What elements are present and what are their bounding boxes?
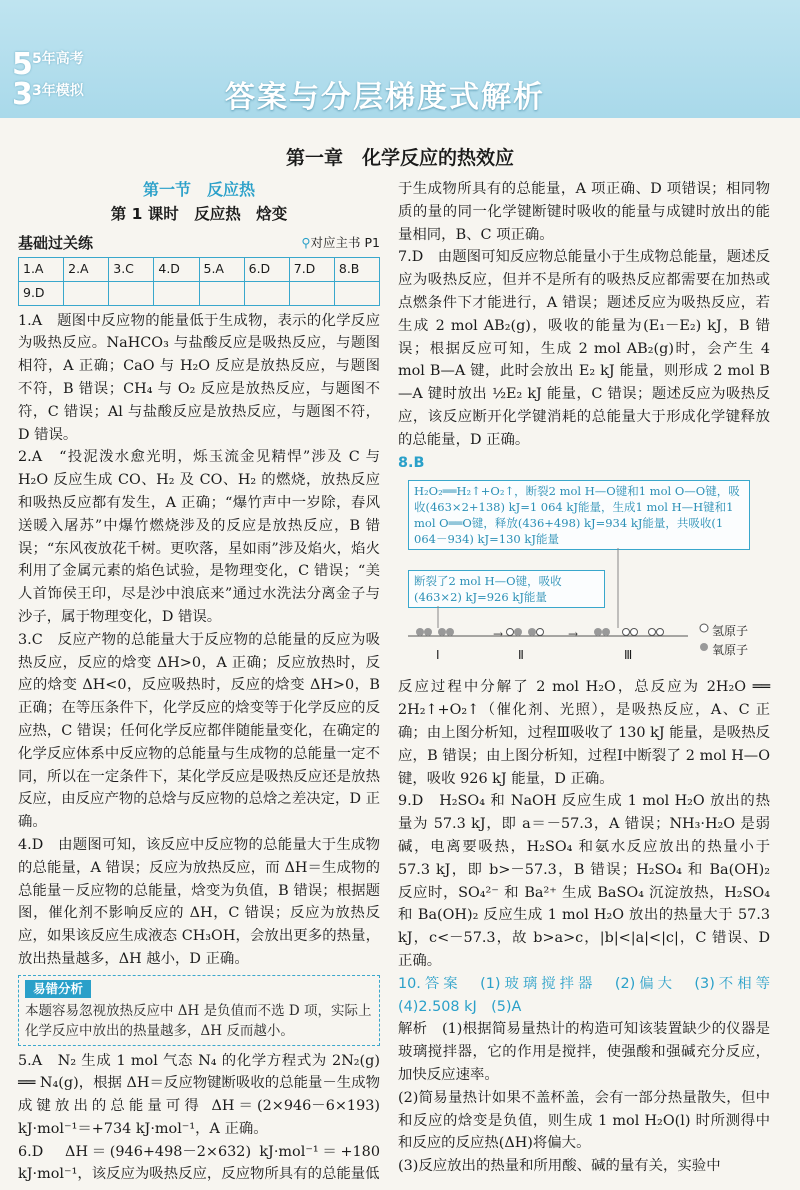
- brand-line1: 5年高考: [32, 51, 84, 67]
- stage-label-iii: Ⅲ: [624, 648, 633, 663]
- pass-label: 基础过关练: [18, 233, 94, 252]
- answer-q5: 5.A N₂ 生成 1 mol 气态 N₄ 的化学方程式为 2N₂(g) ══ N₄(g)，根据 ΔH＝反应物键断吸收的总能量－生成物成键放出的总能量可得 ΔH＝(2×946－6×193) kJ·mol⁻¹＝+734 kJ·mol⁻¹，A 正确。: [18, 1052, 380, 1137]
- answer-q7: 7.D 由题图可知反应物总能量小于生成物总能量，题述反应为吸热反应，但并不是所有的吸热反应都需要在加热或点燃条件下才能进行，A 错误；题述反应为吸热反应，若生成 2 mol AB₂(g)，吸收的能量为(E₁－E₂) kJ，B 错误；根据反应可知，生成 2 mol AB₂(g)时，会产生 4 mol B—A 键，此时会放出 E₂ kJ 能量，则形成 2 mol B—A 键时放出 ½E₂ kJ 能量，C 错误；题述反应为吸热反应，该反应断开化学键消耗的总能量大于形成化学键释放的总能量，D 正确。: [398, 249, 770, 448]
- pass-ref: ⚲对应主书 P1: [301, 234, 380, 250]
- answer-q4: 4.D 由题图可知，该反应中反应物的总能量大于生成物的总能量，A 错误；反应为放热反应，而 ΔH＝生成物的总能量－反应物的总能量，焓变为负值，B 错误；根据题图，催化剂不影响反应的 ΔH，C 错误；反应为放热反应，如果该反应生成液态 CH₃OH，会放出更多的热量，放出热量越多，ΔH 越小，D 正确。: [18, 836, 380, 967]
- legend-oxygen: 氧原子: [712, 643, 749, 658]
- hydrogen-legend-icon: [700, 624, 708, 632]
- answer-cell: [199, 281, 244, 305]
- svg-text:→: →: [568, 627, 579, 642]
- error-analysis-text: 本题容易忽视放热反应中 ΔH 是负值而不选 D 项，实际上化学反应中放出的热量越多，ΔH 反而越小。: [25, 1002, 372, 1039]
- section-title: 第一节 反应热: [142, 180, 255, 199]
- reaction-diagram: [398, 478, 770, 674]
- pass-header: [18, 232, 380, 254]
- answer-cell: [289, 281, 334, 305]
- answer-q10-part3: (3)反应放出的热量和所用酸、碱的量有关，实验中: [398, 1158, 721, 1175]
- answer-q1: 1.A 题图中反应物的能量低于生成物，表示的化学反应为吸热反应。NaHCO₃ 与盐酸反应是吸热反应，与题图相符，A 正确；CaO 与 H₂O 反应是放热反应，与题图不符，B 错误；CH₄ 与 O₂ 反应是放热反应，与题图不符，C 错误；Al 与盐酸反应是放热反应，与题图不符，D 错误。: [18, 312, 380, 443]
- error-analysis-title: 易错分析: [25, 980, 91, 998]
- chapter-title: 第一章 化学反应的热效应: [285, 147, 514, 169]
- answer-cell: 8.B: [334, 258, 379, 282]
- answer-q8-text: 反应过程中分解了 2 mol H₂O，总反应为 2H₂O ══ 2H₂↑+O₂↑（催化剂、光照），是吸热反应，A、C 正确；由上图分析知，过程Ⅲ吸收了 130 kJ 能量，是吸热反应，B 错误；由上图分析知，过程Ⅰ中断裂了 2 mol H—O 键，吸收 926 kJ 能量，D 正确。: [398, 679, 770, 787]
- answer-cell: [244, 281, 289, 305]
- answer-cell: [109, 281, 154, 305]
- page-title: 答案与分层梯度式解析: [225, 80, 545, 115]
- lesson-title: 第 1 课时 反应热 焓变: [110, 205, 288, 223]
- answer-cell: [64, 281, 109, 305]
- diagram-step1-box: 断裂了2 mol H—O键，吸收(463×2) kJ=926 kJ能量: [408, 570, 605, 608]
- stage-label-ii: Ⅱ: [518, 648, 524, 663]
- answer-q9: 9.D H₂SO₄ 和 NaOH 反应生成 1 mol H₂O 放出的热量为 57.3 kJ，即 a＝－57.3，A 错误；NH₃·H₂O 是弱碱，电离要吸热，H₂SO₄ 和氨水反应放出的热量小于 57.3 kJ，即 b>－57.3，B 错误；H₂SO₄ 和 Ba(OH)₂ 反应时，SO₄²⁻ 和 Ba²⁺ 生成 BaSO₄ 沉淀放热，H₂SO₄ 和 Ba(OH)₂ 反应生成 1 mol H₂O 放出的热量大于 57.3 kJ，c<－57.3，故 b>a>c，|b|<|a|<|c|，C 错误、D 正确。: [398, 793, 770, 969]
- answer-cell: 7.D: [289, 258, 334, 282]
- answer-grid: [18, 257, 380, 306]
- left-column: [18, 178, 380, 1186]
- oxygen-legend-icon: [700, 643, 708, 651]
- brand-line2: 3年模拟: [32, 83, 84, 99]
- answer-cell: 2.A: [64, 258, 109, 282]
- answer-q6-continued: 于生成物所具有的总能量，A 项正确、D 项错误；相同物质的量的同一化学键断键时吸收的能量与成键时放出的能量相同，B、C 项正确。: [398, 181, 770, 243]
- answer-q10-part2: (2)简易量热计如果不盖杯盖，会有一部分热量散失，但中和反应的焓变是负值，则生成 1 mol H₂O(l) 时所测得中和反应的反应热(ΔH)将偏大。: [398, 1089, 770, 1152]
- diagram-total-box: H₂O₂══H₂↑+O₂↑，断裂2 mol H—O键和1 mol O—O键，吸收(463×2+138) kJ=1 064 kJ能量，生成1 mol H—H键和1 mol O══O键，释放(436+498) kJ=934 kJ能量，共吸收(1 064－934) kJ=130 kJ能量: [408, 480, 750, 550]
- header-banner: [0, 0, 800, 118]
- answer-cell: 6.D: [244, 258, 289, 282]
- answer-cell: 3.C: [109, 258, 154, 282]
- stage-label-i: Ⅰ: [436, 648, 440, 663]
- answer-cell: [154, 281, 199, 305]
- answer-cell: 9.D: [19, 281, 64, 305]
- answer-q3: 3.C 反应产物的总能量大于反应物的总能量的反应为吸热反应，反应的焓变 ΔH>0，A 正确；反应放热时，反应的焓变 ΔH<0，反应吸热时，反应的焓变 ΔH>0，B 正确；在等压条件下，化学反应的焓变等于化学反应的反应热，C 错误；任何化学反应都伴随能量变化，在确定的化学反应体系中反应物的总能量与生成物的总能量一定不同，所以在一定条件下，某化学反应是吸热反应还是放热反应，由反应产物的总焓与反应物的总焓之差决定，D 正确。: [18, 631, 380, 831]
- right-column: [398, 178, 785, 1178]
- answer-cell: 5.A: [199, 258, 244, 282]
- error-analysis-box: [18, 975, 380, 1046]
- stage-iii-molecules: [594, 628, 664, 636]
- svg-text:→: →: [493, 627, 504, 642]
- answer-q8-label: 8.B: [398, 454, 425, 471]
- stage-i-molecules: [416, 628, 454, 636]
- brand-logo: 5 5年高考 3 3年模拟: [12, 47, 84, 112]
- answer-q10-part1: 解析 (1)根据简易量热计的构造可知该装置缺少的仪器是玻璃搅拌器，它的作用是搅拌，使强酸和强碱充分反应，加快反应速率。: [398, 1021, 770, 1083]
- legend-hydrogen: 氢原子: [712, 624, 749, 639]
- search-icon: ⚲: [301, 234, 311, 250]
- answer-cell: 1.A: [19, 258, 64, 282]
- answer-cell: 4.D: [154, 258, 199, 282]
- answer-q2: 2.A “投泥泼水愈光明，烁玉流金见精悍”涉及 C 与 H₂O 反应生成 CO、H₂ 及 CO、H₂ 的燃烧，放热反应和吸热反应都有发生，A 正确；“爆竹声中一岁除，春风送暖入屠苏”中爆竹燃烧涉及的反应是放热反应，B 错误；“东风夜放花千树。更吹落，星如雨”涉及焰火，焰火利用了金属元素的焰色试验，是物理变化，C 错误；“美人首饰侯王印，尽是沙中浪底来”通过水洗法分离金子与沙子，属于物理变化，D 错误。: [18, 449, 380, 625]
- answer-cell: [334, 281, 379, 305]
- stage-ii-molecules: [507, 628, 544, 636]
- answer-q6: 6.D ΔH＝(946+498－2×632) kJ·mol⁻¹＝+180 kJ·mol⁻¹，该反应为吸热反应，反应物所具有的总能量低: [18, 1143, 380, 1183]
- answer-q10-head: 10.答案 (1)玻璃搅拌器 (2)偏大 (3)不相等 (4)2.508 kJ (5)A: [398, 975, 785, 1015]
